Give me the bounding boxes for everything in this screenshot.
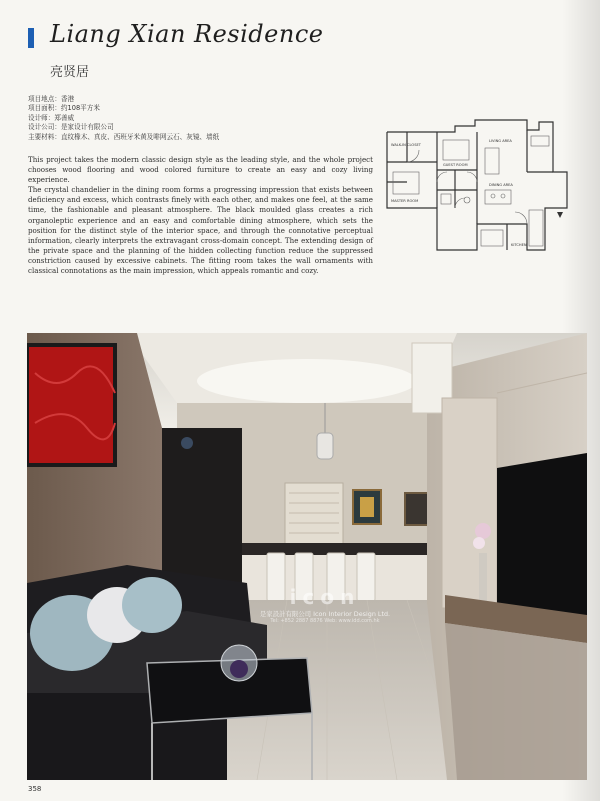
info-materials: 主要材料：直纹橡木、真皮、西班牙米黄及啡网云石、灰镜、墙纸 (28, 132, 220, 141)
page-number: 358 (28, 785, 42, 793)
plan-label-walk-in-closet: WALK-IN CLOSET (391, 143, 421, 147)
chinese-subtitle: 亮贤居 (50, 65, 90, 80)
description-paragraph-1: This project takes the modern classic design style as the leading style, and the whole project chooses wood flooring and wood colored furniture to create an easy and cozy living experience. (28, 155, 373, 185)
plan-label-master-room: MASTER ROOM (391, 199, 419, 203)
floor-plan (377, 112, 573, 287)
photo-watermark (220, 585, 430, 624)
plan-label-dining-area: DINING AREA (489, 183, 513, 187)
plan-label-kitchen: KITCHEN (511, 243, 527, 247)
interior-photo (27, 333, 587, 780)
plan-label-guest-room: GUEST ROOM (443, 163, 468, 167)
info-location: 项目地点：香港 (28, 95, 75, 103)
watermark-company: 是家設計有限公司 Icon Interior Design Ltd. (259, 610, 391, 618)
info-designer: 设计师：郑善威 (28, 113, 75, 122)
plan-label-living-area: LIVING AREA (489, 139, 512, 143)
title-accent-bar (28, 28, 34, 48)
info-company: 设计公司：是家设计有限公司 (28, 123, 114, 132)
watermark-logo: icon (289, 585, 361, 609)
info-area: 项目面积：约108平方米 (28, 104, 100, 113)
project-description (28, 155, 373, 276)
watermark-contact: Tel: +852 2887 8876 Web: www.idd.com.hk (270, 618, 380, 624)
project-info (28, 95, 348, 142)
page-title: Liang Xian Residence (50, 20, 324, 48)
description-paragraph-2: The crystal chandelier in the dining room forms a progressing impression that exists between deficiency and excess, which contrasts finely with each other, and makes one feel, at the same time, the fashionable and pleasant atmosphere. The black moulded glass creates a rich organoleptic experience and an easy and comfortable dining atmosphere, which sets the position for the distinct style of the interior space, and through the connotative perceptual information, clearly interprets the extravagant cross-domain concept. The extending design of the private space and the planning of the hidden collecting function reduce the suppressed constriction caused by excessive cabinets. The fitting room takes the wall ornaments with classical connotations as the main impression, which appeals romantic and cozy. (28, 185, 373, 276)
